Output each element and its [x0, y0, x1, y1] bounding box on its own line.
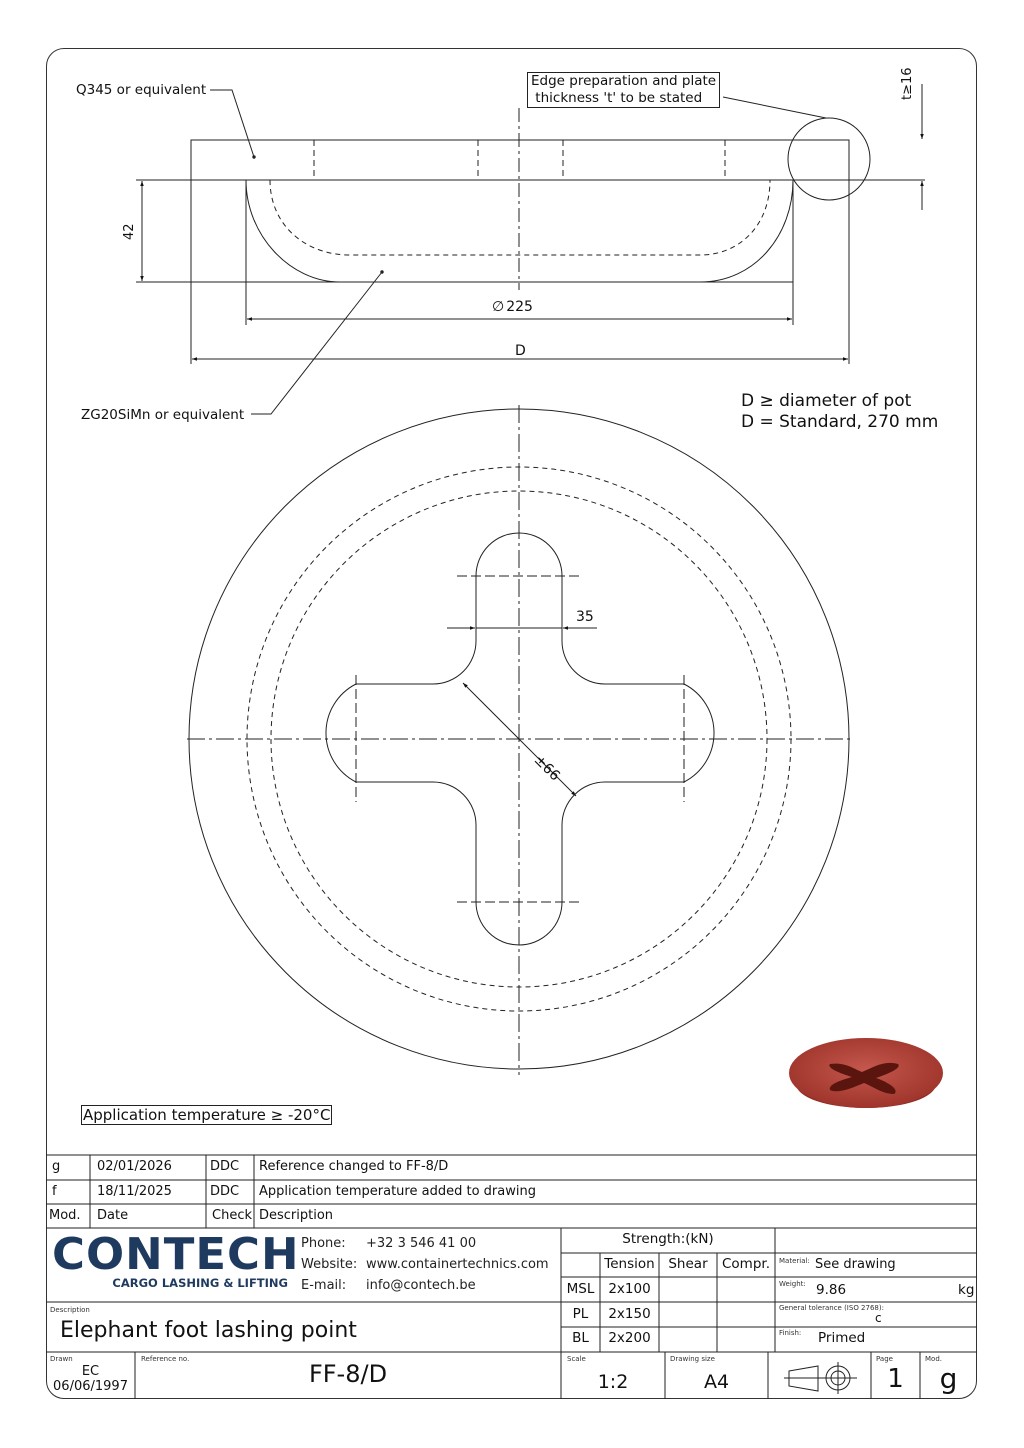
revision-description-g: Reference changed to FF-8/D: [259, 1159, 449, 1174]
drawing-size-label: Drawing size: [670, 1355, 715, 1363]
pot-height-dimension: 42: [122, 223, 137, 240]
revision-check-g: DDC: [210, 1159, 240, 1174]
diameter-rule-line-2: D = Standard, 270 mm: [741, 412, 939, 432]
slot-width-dimension: 35: [576, 609, 594, 625]
material-label: Material:: [779, 1257, 810, 1265]
revision-date-g: 02/01/2026: [97, 1159, 172, 1174]
website-label: Website:: [301, 1257, 358, 1272]
pot-diameter-value: 225: [506, 299, 533, 315]
tolerance-value: c: [875, 1311, 882, 1325]
edge-note-line-2: thickness 't' to be stated: [531, 90, 703, 106]
weight-unit: kg: [958, 1282, 975, 1298]
plate-thickness-dimension: t≥16: [900, 67, 915, 100]
reference-number: FF-8/D: [308, 1360, 388, 1388]
strength-row-msl-tension: 2x100: [608, 1281, 651, 1297]
weight-label: Weight:: [779, 1280, 806, 1288]
application-temperature-note: Application temperature ≥ -20°C: [83, 1106, 331, 1124]
drawn-info: [46, 1364, 135, 1394]
material-value: See drawing: [815, 1257, 896, 1272]
strength-row-bl-tension: 2x200: [608, 1330, 651, 1346]
scale-label: Scale: [567, 1355, 586, 1363]
email-link[interactable]: info@contech.be: [366, 1278, 476, 1293]
logo-tagline: CARGO LASHING & LIFTING: [112, 1276, 288, 1290]
finish-label: Finish:: [779, 1329, 802, 1337]
strength-col-tension: Tension: [604, 1256, 655, 1272]
company-logo: [52, 1229, 300, 1290]
side-view: [136, 84, 925, 414]
strength-title: Strength:(kN): [622, 1231, 714, 1247]
diameter-symbol-icon: ∅: [492, 299, 505, 315]
email-label: E-mail:: [301, 1278, 347, 1293]
revision-header-description: Description: [259, 1208, 334, 1223]
scale-value: 1:2: [597, 1371, 629, 1393]
tolerance-label: General tolerance (ISO 2768):: [779, 1304, 884, 1312]
page-label: Page: [876, 1355, 893, 1363]
strength-row-msl-label: MSL: [566, 1281, 595, 1297]
page-number: 1: [887, 1364, 904, 1394]
3d-render-icon: [789, 1038, 943, 1108]
drawn-by: EC: [81, 1364, 100, 1379]
third-angle-projection-icon: [784, 1362, 857, 1394]
description-label: Description: [50, 1306, 90, 1314]
drawn-label: Drawn: [50, 1355, 73, 1363]
revision-header-check: Check: [212, 1208, 252, 1223]
drawing-size-value: A4: [703, 1371, 730, 1393]
revision-date-f: 18/11/2025: [97, 1184, 172, 1199]
revision-description-f: Application temperature added to drawing: [259, 1184, 536, 1199]
revision-mod-g: g: [52, 1159, 61, 1174]
revision-check-f: DDC: [210, 1184, 240, 1199]
plan-view: [187, 405, 853, 1075]
drawn-date: 06/06/1997: [53, 1379, 128, 1394]
revision-header-mod: Mod.: [49, 1208, 81, 1223]
diameter-rule-note: [741, 391, 938, 433]
strength-row-pl-label: PL: [572, 1306, 589, 1322]
cross-diagonal-dimension: ±66: [530, 752, 563, 785]
pot-diameter-dimension: [492, 299, 533, 315]
revision-header-date: Date: [97, 1208, 129, 1223]
edge-preparation-note: [527, 72, 720, 108]
edge-note-line-1: Edge preparation and plate: [531, 73, 717, 89]
logo-wordmark: CONTECH: [52, 1229, 300, 1280]
revision-mod-f: f: [52, 1184, 57, 1199]
diameter-rule-line-1: D ≥ diameter of pot: [741, 391, 912, 411]
reference-label: Reference no.: [141, 1355, 190, 1363]
finish-value: Primed: [818, 1330, 866, 1346]
website-link[interactable]: www.containertechnics.com: [366, 1257, 549, 1272]
phone-label: Phone:: [301, 1236, 346, 1251]
mod-letter: g: [939, 1362, 958, 1395]
strength-row-pl-tension: 2x150: [608, 1306, 651, 1322]
pot-material-note: ZG20SiMn or equivalent: [81, 407, 245, 423]
weight-value: 9.86: [816, 1282, 847, 1298]
plate-diameter-dimension: D: [515, 343, 526, 359]
strength-row-bl-label: BL: [572, 1330, 589, 1346]
plate-material-note: Q345 or equivalent: [76, 82, 207, 98]
mod-label: Mod.: [925, 1355, 942, 1363]
strength-col-shear: Shear: [668, 1256, 708, 1272]
part-description: Elephant foot lashing point: [60, 1318, 357, 1343]
strength-col-compr: Compr.: [721, 1256, 770, 1272]
phone-value: +32 3 546 41 00: [366, 1236, 477, 1251]
